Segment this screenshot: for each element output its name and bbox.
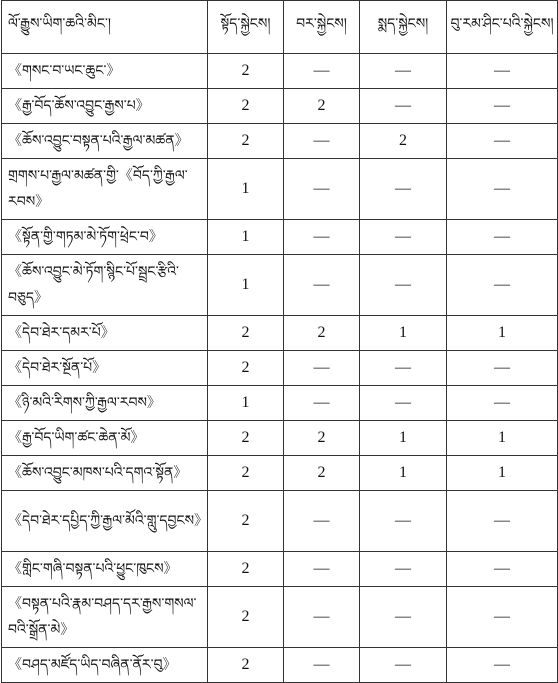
cell-col-a: 1 (208, 220, 284, 255)
cell-col-b: 2 (284, 316, 360, 351)
cell-col-a: 2 (208, 456, 284, 491)
cell-col-a: 2 (208, 351, 284, 386)
source-comparison-table (1, 0, 558, 683)
header-col-d: བུ་རམ་ཤིང་པའི་སྐྱེངས། (447, 1, 558, 54)
row-title: 《ཆོས་འབྱུང་བསྟན་པའི་རྒྱལ་མཚན》 (2, 124, 208, 159)
cell-col-d: 1 (447, 421, 558, 456)
cell-col-d: — (447, 491, 558, 552)
row-title: 《དེབ་ཐེར་དཔྱིད་ཀྱི་རྒྱལ་མོའི་གླུ་དབྱངས》 (2, 491, 208, 552)
row-title: 《སྟོན་གྱི་གཏམ་མེ་ཏོག་ཕྲེང་བ》 (2, 220, 208, 255)
cell-col-b: — (284, 351, 360, 386)
cell-col-c: 1 (360, 316, 447, 351)
cell-col-d: — (447, 351, 558, 386)
cell-col-d: 1 (447, 456, 558, 491)
cell-col-b: 2 (284, 421, 360, 456)
cell-col-c: — (360, 255, 447, 316)
cell-col-c: — (360, 54, 447, 89)
cell-col-b: — (284, 386, 360, 421)
cell-col-d: — (447, 159, 558, 220)
cell-col-c: — (360, 587, 447, 648)
cell-col-c: 1 (360, 456, 447, 491)
cell-col-a: 1 (208, 386, 284, 421)
table-row (2, 552, 558, 587)
row-title: 《རྒྱ་བོད་ཡིག་ཚང་ཆེན་མོ》 (2, 421, 208, 456)
cell-col-a: 2 (208, 587, 284, 648)
row-title: 《གསང་བ་ཡང་ཆུང་》 (2, 54, 208, 89)
cell-col-b: — (284, 491, 360, 552)
cell-col-c: 1 (360, 421, 447, 456)
row-title: གྲགས་པ་རྒྱལ་མཚན་གྱི་《བོད་ཀྱི་རྒྱལ་རབས》 (2, 159, 208, 220)
cell-col-c: 2 (360, 124, 447, 159)
cell-col-a: 2 (208, 491, 284, 552)
cell-col-a: 2 (208, 124, 284, 159)
cell-col-b: — (284, 159, 360, 220)
table-row (2, 159, 558, 220)
cell-col-a: 1 (208, 159, 284, 220)
cell-col-b: — (284, 124, 360, 159)
cell-col-c: — (360, 89, 447, 124)
cell-col-b: — (284, 255, 360, 316)
header-row (2, 1, 558, 54)
cell-col-d: — (447, 587, 558, 648)
table-row (2, 491, 558, 552)
cell-col-d: — (447, 124, 558, 159)
cell-col-a: 2 (208, 552, 284, 587)
table-row (2, 351, 558, 386)
cell-col-d: — (447, 386, 558, 421)
cell-col-a: 2 (208, 89, 284, 124)
table-row (2, 587, 558, 648)
header-col-b: བར་སྐྱེངས། (284, 1, 360, 54)
row-title: 《རྒྱ་བོད་ཆོས་འབྱུང་རྒྱས་པ》 (2, 89, 208, 124)
cell-col-c: — (360, 386, 447, 421)
cell-col-c: — (360, 159, 447, 220)
table-row (2, 255, 558, 316)
table-body (2, 54, 558, 683)
cell-col-b: — (284, 54, 360, 89)
cell-col-a: 1 (208, 255, 284, 316)
cell-col-c: — (360, 220, 447, 255)
table-row (2, 124, 558, 159)
cell-col-a: 2 (208, 54, 284, 89)
row-title: 《ཉི་མའི་རིགས་ཀྱི་རྒྱལ་རབས》 (2, 386, 208, 421)
table-row (2, 220, 558, 255)
cell-col-d: 1 (447, 316, 558, 351)
table-row (2, 386, 558, 421)
table-row (2, 54, 558, 89)
row-title: 《དེབ་ཐེར་དམར་པོ》 (2, 316, 208, 351)
cell-col-b: — (284, 552, 360, 587)
row-title: 《ཆོས་འབྱུང་མེ་ཏོག་སྙིང་པོ་སྦྲང་རྩིའི་བཅུད》 (2, 255, 208, 316)
cell-col-c: — (360, 552, 447, 587)
cell-col-b: 2 (284, 456, 360, 491)
cell-col-d: — (447, 648, 558, 683)
row-title: 《བཤད་མཛོད་ཡིད་བཞིན་ནོར་བུ》 (2, 648, 208, 683)
cell-col-c: — (360, 648, 447, 683)
cell-col-b: — (284, 587, 360, 648)
cell-col-c: — (360, 491, 447, 552)
cell-col-d: — (447, 255, 558, 316)
row-title: 《གླིང་གཞི་བསྟན་པའི་ཕྱུང་ཁུངས》 (2, 552, 208, 587)
row-title: 《དེབ་ཐེར་སྔོན་པོ》 (2, 351, 208, 386)
table-row (2, 648, 558, 683)
cell-col-b: — (284, 648, 360, 683)
cell-col-d: — (447, 552, 558, 587)
table-row (2, 89, 558, 124)
cell-col-a: 2 (208, 648, 284, 683)
table-row (2, 421, 558, 456)
row-title: 《བསྟན་པའི་རྣམ་བཤད་དར་རྒྱས་གསལ་བའི་སྒྲོན་མེ》 (2, 587, 208, 648)
cell-col-a: 2 (208, 316, 284, 351)
cell-col-d: — (447, 89, 558, 124)
header-title-column: ལོ་རྒྱུས་ཡིག་ཆའི་མིང་། (2, 1, 208, 54)
cell-col-b: 2 (284, 89, 360, 124)
header-col-a: སྟོད་སྐྱེངས། (208, 1, 284, 54)
cell-col-d: — (447, 54, 558, 89)
cell-col-d: — (447, 220, 558, 255)
row-title: 《ཆོས་འབྱུང་མཁས་པའི་དགའ་སྟོན》 (2, 456, 208, 491)
cell-col-b: — (284, 220, 360, 255)
cell-col-a: 2 (208, 421, 284, 456)
cell-col-c: — (360, 351, 447, 386)
table-row (2, 456, 558, 491)
table-row (2, 316, 558, 351)
header-col-c: སྨད་སྐྱེངས། (360, 1, 447, 54)
